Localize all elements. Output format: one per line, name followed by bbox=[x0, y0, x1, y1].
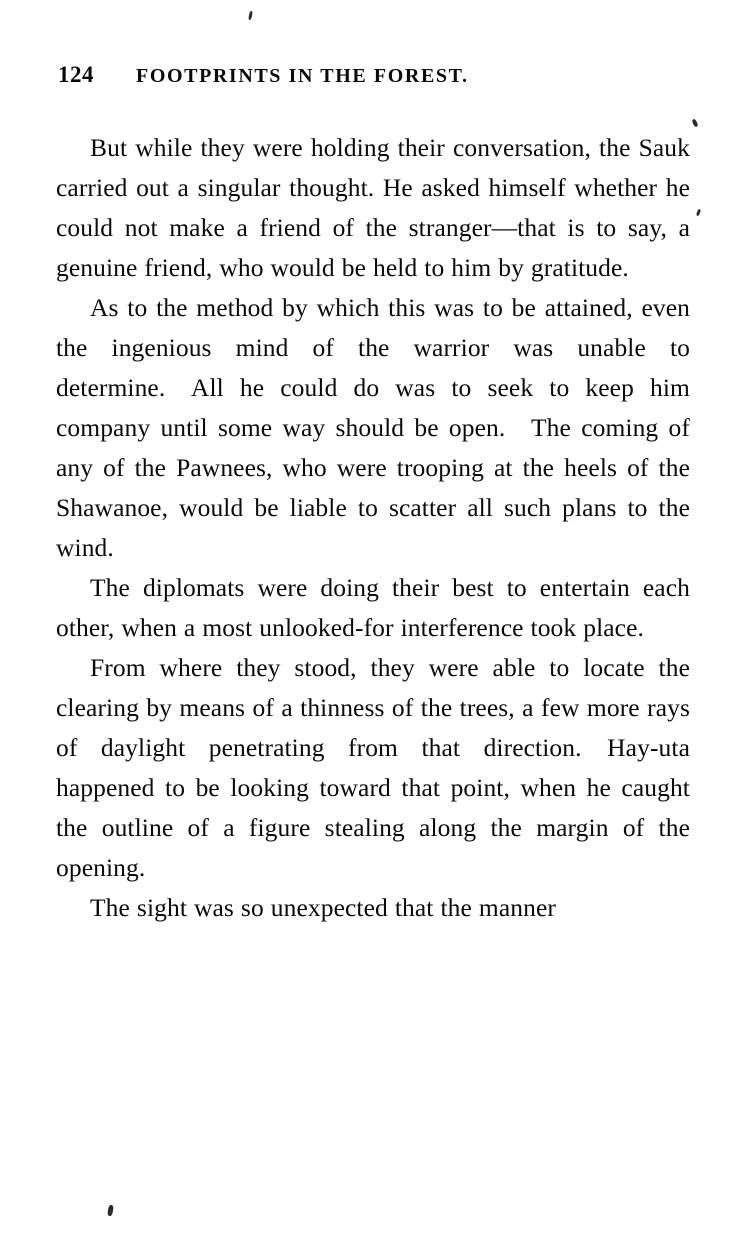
page-artifact-speck-upper-right bbox=[691, 119, 698, 128]
paragraph: But while they were holding their conversation, the Sauk carried out a singular thought. He asked himself whether he could not make a friend of the stranger—that is to say, a genuine friend, who would be held to him by gratitude. bbox=[56, 133, 690, 282]
paragraph: From where they stood, they were able to locate the clearing by means of a thinness of the trees, a few more rays of daylight penetrating from that direction. Hay-uta happened to be looking toward that point, when he caught the outline of a figure stealing along the margin of the opening. bbox=[56, 653, 690, 882]
page-body bbox=[56, 128, 690, 928]
page-artifact-speck-bottom bbox=[107, 1205, 114, 1217]
page-artifact-speck-right bbox=[696, 209, 701, 217]
paragraph: The diplomats were doing their best to entertain each other, when a most unlooked-for interference took place. bbox=[56, 573, 690, 642]
paragraph: As to the method by which this was to be attained, even the ingenious mind of the warrior was unable to determine. All he could do was to seek to keep him company until some way should be open. The coming of any of the Pawnees, who were trooping at the heels of the Shawanoe, would be liable to scatter all such plans to the wind. bbox=[56, 293, 690, 562]
page-header bbox=[58, 62, 678, 88]
running-head-title: FOOTPRINTS IN THE FOREST. bbox=[136, 65, 469, 87]
paragraph: The sight was so unexpected that the manner bbox=[90, 893, 556, 922]
page-number: 124 bbox=[58, 62, 94, 87]
page-artifact-speck-top bbox=[248, 11, 253, 20]
